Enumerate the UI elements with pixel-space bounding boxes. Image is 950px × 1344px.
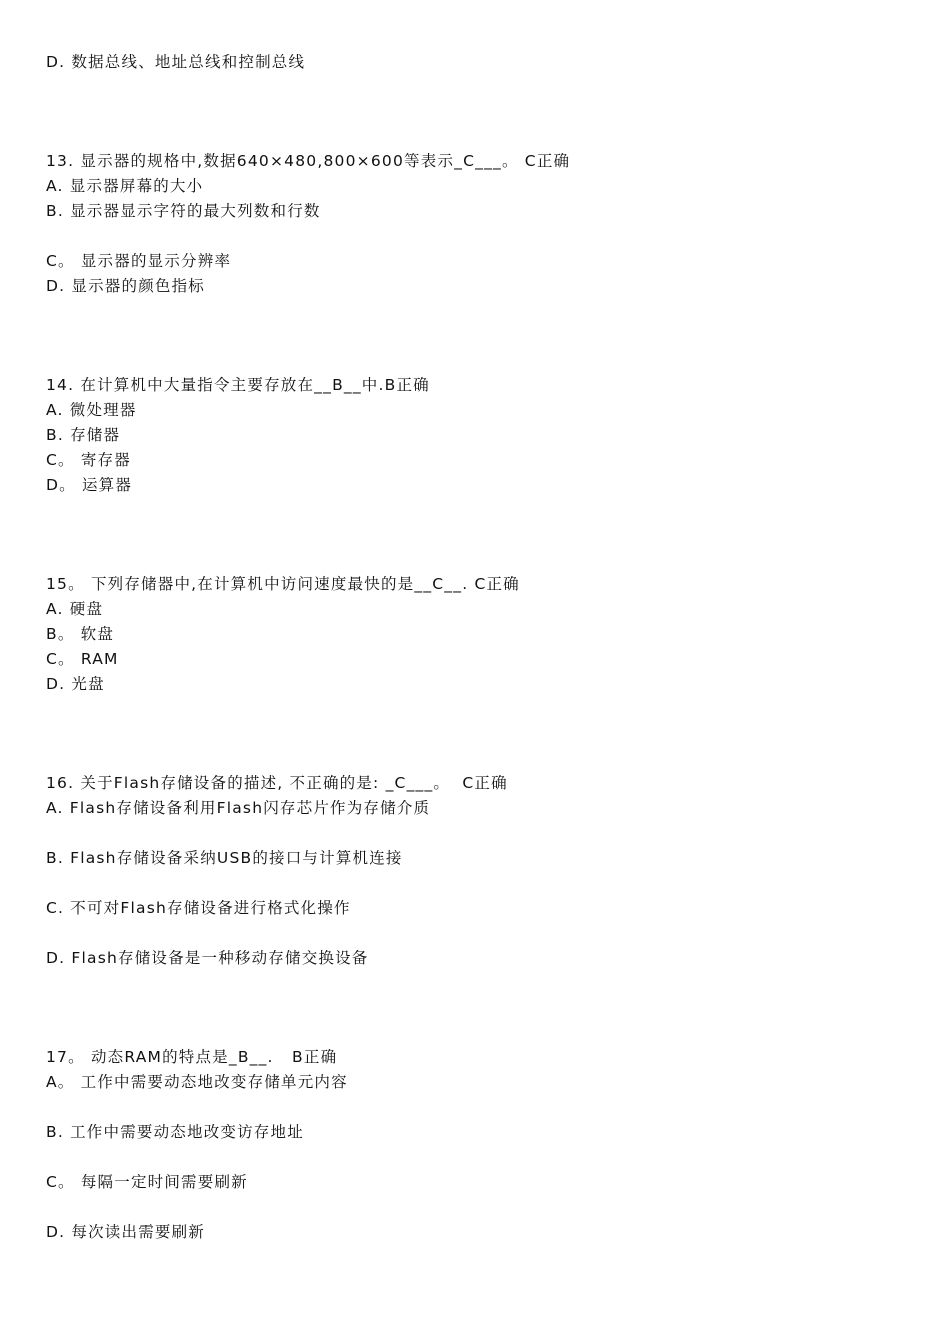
q14-question: 14. 在计算机中大量指令主要存放在__B__中.B正确 (46, 376, 430, 394)
q13-option-b: B. 显示器显示字符的最大列数和行数 (46, 202, 321, 220)
q17-option-a: A。 工作中需要动态地改变存储单元内容 (46, 1073, 348, 1091)
q15-option-d: D. 光盘 (46, 675, 105, 693)
q14-option-c: C。 寄存器 (46, 451, 131, 469)
q17-option-b: B. 工作中需要动态地改变访存地址 (46, 1123, 304, 1141)
q13-question: 13. 显示器的规格中,数据640×480,800×600等表示_C___。 C正确 (46, 152, 571, 170)
q16-question: 16. 关于Flash存储设备的描述, 不正确的是: _C___。 C正确 (46, 774, 508, 792)
q13-option-d: D. 显示器的颜色指标 (46, 277, 205, 295)
q16-option-b: B. Flash存储设备采纳USB的接口与计算机连接 (46, 849, 403, 867)
q16-option-d: D. Flash存储设备是一种移动存储交换设备 (46, 949, 369, 967)
q15-question: 15。 下列存储器中,在计算机中访问速度最快的是__C__. C正确 (46, 575, 520, 593)
q13-option-c: C。 显示器的显示分辨率 (46, 252, 232, 270)
q13-option-a: A. 显示器屏幕的大小 (46, 177, 204, 195)
q15-option-c: C。 RAM (46, 650, 119, 668)
q16-option-a: A. Flash存储设备利用Flash闪存芯片作为存储介质 (46, 799, 431, 817)
q14-option-b: B. 存储器 (46, 426, 121, 444)
q16-option-c: C. 不可对Flash存储设备进行格式化操作 (46, 899, 351, 917)
q14-option-a: A. 微处理器 (46, 401, 137, 419)
q17-option-d: D. 每次读出需要刷新 (46, 1223, 205, 1241)
q15-option-a: A. 硬盘 (46, 600, 104, 618)
q15-option-b: B。 软盘 (46, 625, 115, 643)
q14-option-d: D。 运算器 (46, 476, 133, 494)
q17-question: 17。 动态RAM的特点是_B__. B正确 (46, 1048, 338, 1066)
q17-option-c: C。 每隔一定时间需要刷新 (46, 1173, 248, 1191)
q12-option-d: D. 数据总线、地址总线和控制总线 (46, 53, 306, 71)
